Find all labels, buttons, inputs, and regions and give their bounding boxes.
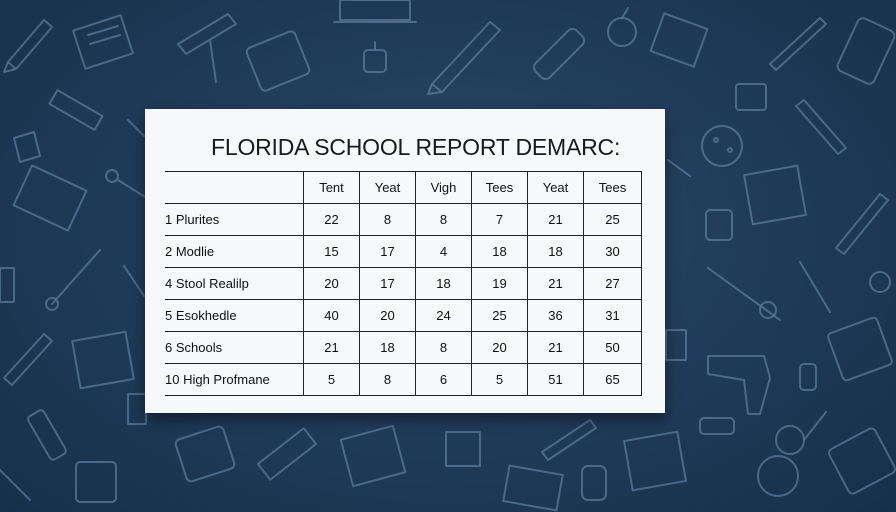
pencil-right-icon [836,194,888,254]
puzzle-icon [446,432,480,466]
table-cell: 8 [360,364,416,396]
table-cell: 21 [528,268,584,300]
row-label: 4 Stool Realilp [165,268,304,300]
cup-right-icon [706,210,732,240]
table-cell: 7 [472,204,528,236]
report-title: FLORIDA SCHOOL REPORT DEMARC: [211,134,621,160]
notebook-icon [651,13,708,66]
table-cell: 5 [472,364,528,396]
table-row [165,300,642,332]
eraser-right-icon [700,418,734,434]
table-row [165,332,642,364]
table-row [165,204,642,236]
table-row [165,268,642,300]
eraser-icon [49,90,102,130]
ruler-icon [258,428,316,479]
table-cell: 15 [304,236,360,268]
drill-icon [708,356,770,414]
table-cell: 8 [416,332,472,364]
table-cell: 5 [304,364,360,396]
table-cell: 27 [584,268,642,300]
table-cell: 22 [304,204,360,236]
table-cell: 20 [472,332,528,364]
table-row [165,364,642,396]
table-cell: 21 [528,204,584,236]
table-cell: 8 [360,204,416,236]
table-cell: 51 [528,364,584,396]
table-cell: 25 [584,204,642,236]
column-header: Tees [584,172,642,204]
column-header: Yeat [360,172,416,204]
table-row [165,236,642,268]
row-label: 1 Plurites [165,204,304,236]
table-cell: 4 [416,236,472,268]
ruler-pencil-icon [428,22,500,94]
table-cell: 18 [528,236,584,268]
marker-icon [531,26,586,81]
pencil-icon [4,20,52,72]
card-icon [0,268,14,302]
brush-icon [46,250,100,310]
table-cell: 31 [584,300,642,332]
pencil-mid-icon [128,120,144,136]
table-cell: 18 [360,332,416,364]
small-box-icon [128,394,146,424]
table-cell: 6 [416,364,472,396]
book-open-icon [72,332,134,389]
table-cell: 21 [304,332,360,364]
table-cell: 18 [416,268,472,300]
cursor-icon [668,160,690,176]
table-cell: 20 [360,300,416,332]
table-cell: 36 [528,300,584,332]
tablet-small-icon [76,462,116,502]
column-header: Vigh [416,172,472,204]
column-header: Yeat [528,172,584,204]
pencil-bottom-icon [542,420,596,460]
book-icon [73,15,133,68]
ereader-icon [174,425,235,482]
test-tube-icon [800,262,830,312]
laptop-icon [334,0,416,22]
table-cell: 30 [584,236,642,268]
table-cell: 50 [584,332,642,364]
calendar-icon [827,317,893,382]
apple-icon [608,8,636,46]
glasses-icon [776,412,826,454]
pen-left-icon [124,266,144,296]
table-cell: 24 [416,300,472,332]
scissors-icon [106,170,150,200]
stapler-icon [178,14,236,82]
header-label-cell [165,172,304,204]
table-cell: 18 [472,236,528,268]
table-cell: 65 [584,364,642,396]
book-closed-icon [341,426,406,486]
table-header-row [165,172,642,204]
glue-stick-icon [4,334,52,385]
report-card-paper [145,109,665,413]
table-cell: 8 [416,204,472,236]
crayon-icon [0,470,30,500]
tablet-icon [245,30,310,92]
report-table [165,171,642,396]
row-label: 2 Modlie [165,236,304,268]
table-cell: 21 [528,332,584,364]
pen-icon [770,18,826,70]
table-cell: 25 [472,300,528,332]
ring-icon [870,272,890,292]
table-cell: 40 [304,300,360,332]
phone-icon [836,16,896,85]
tablet-bottom-icon [827,427,896,496]
table-cell: 17 [360,236,416,268]
table-cell: 20 [304,268,360,300]
glue-icon [364,42,386,72]
folder-icon [14,165,87,230]
calculator-icon [27,409,68,461]
row-label: 10 High Profmane [165,364,304,396]
row-label: 6 Schools [165,332,304,364]
box-right-icon [666,330,686,360]
table-cell: 17 [360,268,416,300]
bottle-right-icon [800,364,816,390]
syringe-icon [708,268,780,320]
bottle-icon [582,466,606,500]
envelope-icon [503,466,562,511]
virus-ball-icon [702,126,742,166]
marker-right-icon [796,100,846,154]
book-right-icon [736,84,766,110]
row-label: 5 Esokhedle [165,300,304,332]
column-header: Tees [472,172,528,204]
column-header: Tent [304,172,360,204]
notepad-icon [624,432,686,491]
cup-icon [14,132,40,162]
table-cell: 19 [472,268,528,300]
sticky-note-icon [744,166,806,225]
compass-icon [758,456,798,496]
